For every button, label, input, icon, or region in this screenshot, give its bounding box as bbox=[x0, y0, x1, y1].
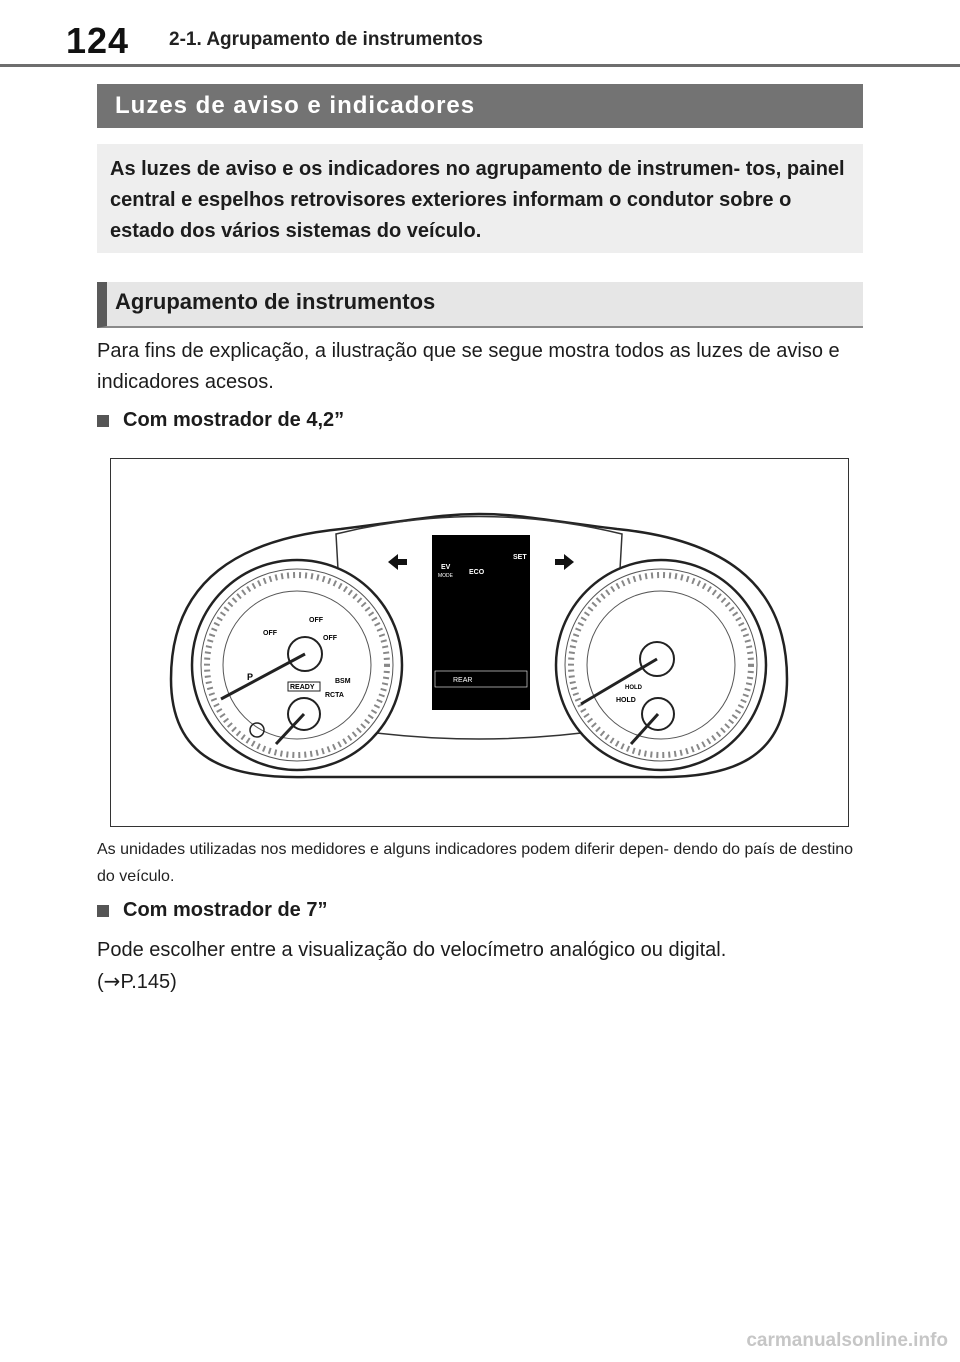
paragraph-explanation: Para fins de explicação, a ilustração que se segue mostra todos as luzes de aviso e indicadores acesos. bbox=[97, 340, 840, 393]
instrument-cluster-figure bbox=[110, 458, 849, 827]
label-set: SET bbox=[513, 554, 527, 561]
bullet-heading-7 bbox=[97, 899, 327, 922]
page-number: 124 bbox=[66, 20, 130, 61]
intro-box: As luzes de aviso e os indicadores no agrupamento de instrumen- tos, painel central e espelhos retrovisores exteriores informam o condutor sobre o estado dos vários sistemas do veículo. bbox=[97, 144, 863, 253]
watermark: carmanualsonline.info bbox=[746, 1330, 948, 1351]
label-rcta: RCTA bbox=[325, 692, 344, 699]
label-off-3: OFF bbox=[323, 635, 337, 642]
label-eco: ECO bbox=[469, 569, 485, 576]
bullet-heading-text: Com mostrador de 4,2” bbox=[123, 409, 345, 431]
bullet-heading-4-2 bbox=[97, 409, 344, 432]
label-ev: EV bbox=[441, 564, 451, 571]
label-hold-2: HOLD bbox=[616, 697, 636, 704]
label-bsm: BSM bbox=[335, 678, 351, 685]
arrow-right-icon: → bbox=[103, 969, 121, 993]
subsection-title: Agrupamento de instrumentos bbox=[97, 282, 863, 328]
right-gauge bbox=[556, 560, 766, 770]
label-rear: REAR bbox=[453, 677, 473, 684]
left-turn-arrow-icon bbox=[388, 554, 407, 570]
bullet-heading-text: Com mostrador de 7” bbox=[123, 899, 328, 921]
section-title: Luzes de aviso e indicadores bbox=[97, 84, 863, 128]
bullet-square-icon bbox=[97, 905, 109, 917]
page-reference[interactable]: (→P.145) bbox=[97, 969, 177, 993]
center-display bbox=[432, 535, 530, 710]
left-gauge bbox=[192, 560, 402, 770]
bullet-square-icon bbox=[97, 415, 109, 427]
right-turn-arrow-icon bbox=[555, 554, 574, 570]
label-off-2: OFF bbox=[309, 617, 323, 624]
paragraph-speedometer-text: Pode escolher entre a visualização do velocímetro analógico ou digital. bbox=[97, 939, 727, 961]
paragraph-speedometer bbox=[97, 935, 857, 998]
label-ready: READY bbox=[290, 684, 315, 691]
instrument-cluster-illustration bbox=[111, 459, 847, 825]
label-p: P bbox=[247, 672, 254, 682]
figure-caption: As unidades utilizadas nos medidores e alguns indicadores podem diferir depen- dendo do país de destino do veículo. bbox=[97, 841, 854, 885]
label-hold-1: HOLD bbox=[625, 685, 642, 691]
label-off-1: OFF bbox=[263, 630, 277, 637]
running-head: 2-1. Agrupamento de instrumentos bbox=[169, 29, 483, 50]
label-mode: MODE bbox=[438, 573, 453, 579]
header-rule bbox=[0, 64, 960, 67]
